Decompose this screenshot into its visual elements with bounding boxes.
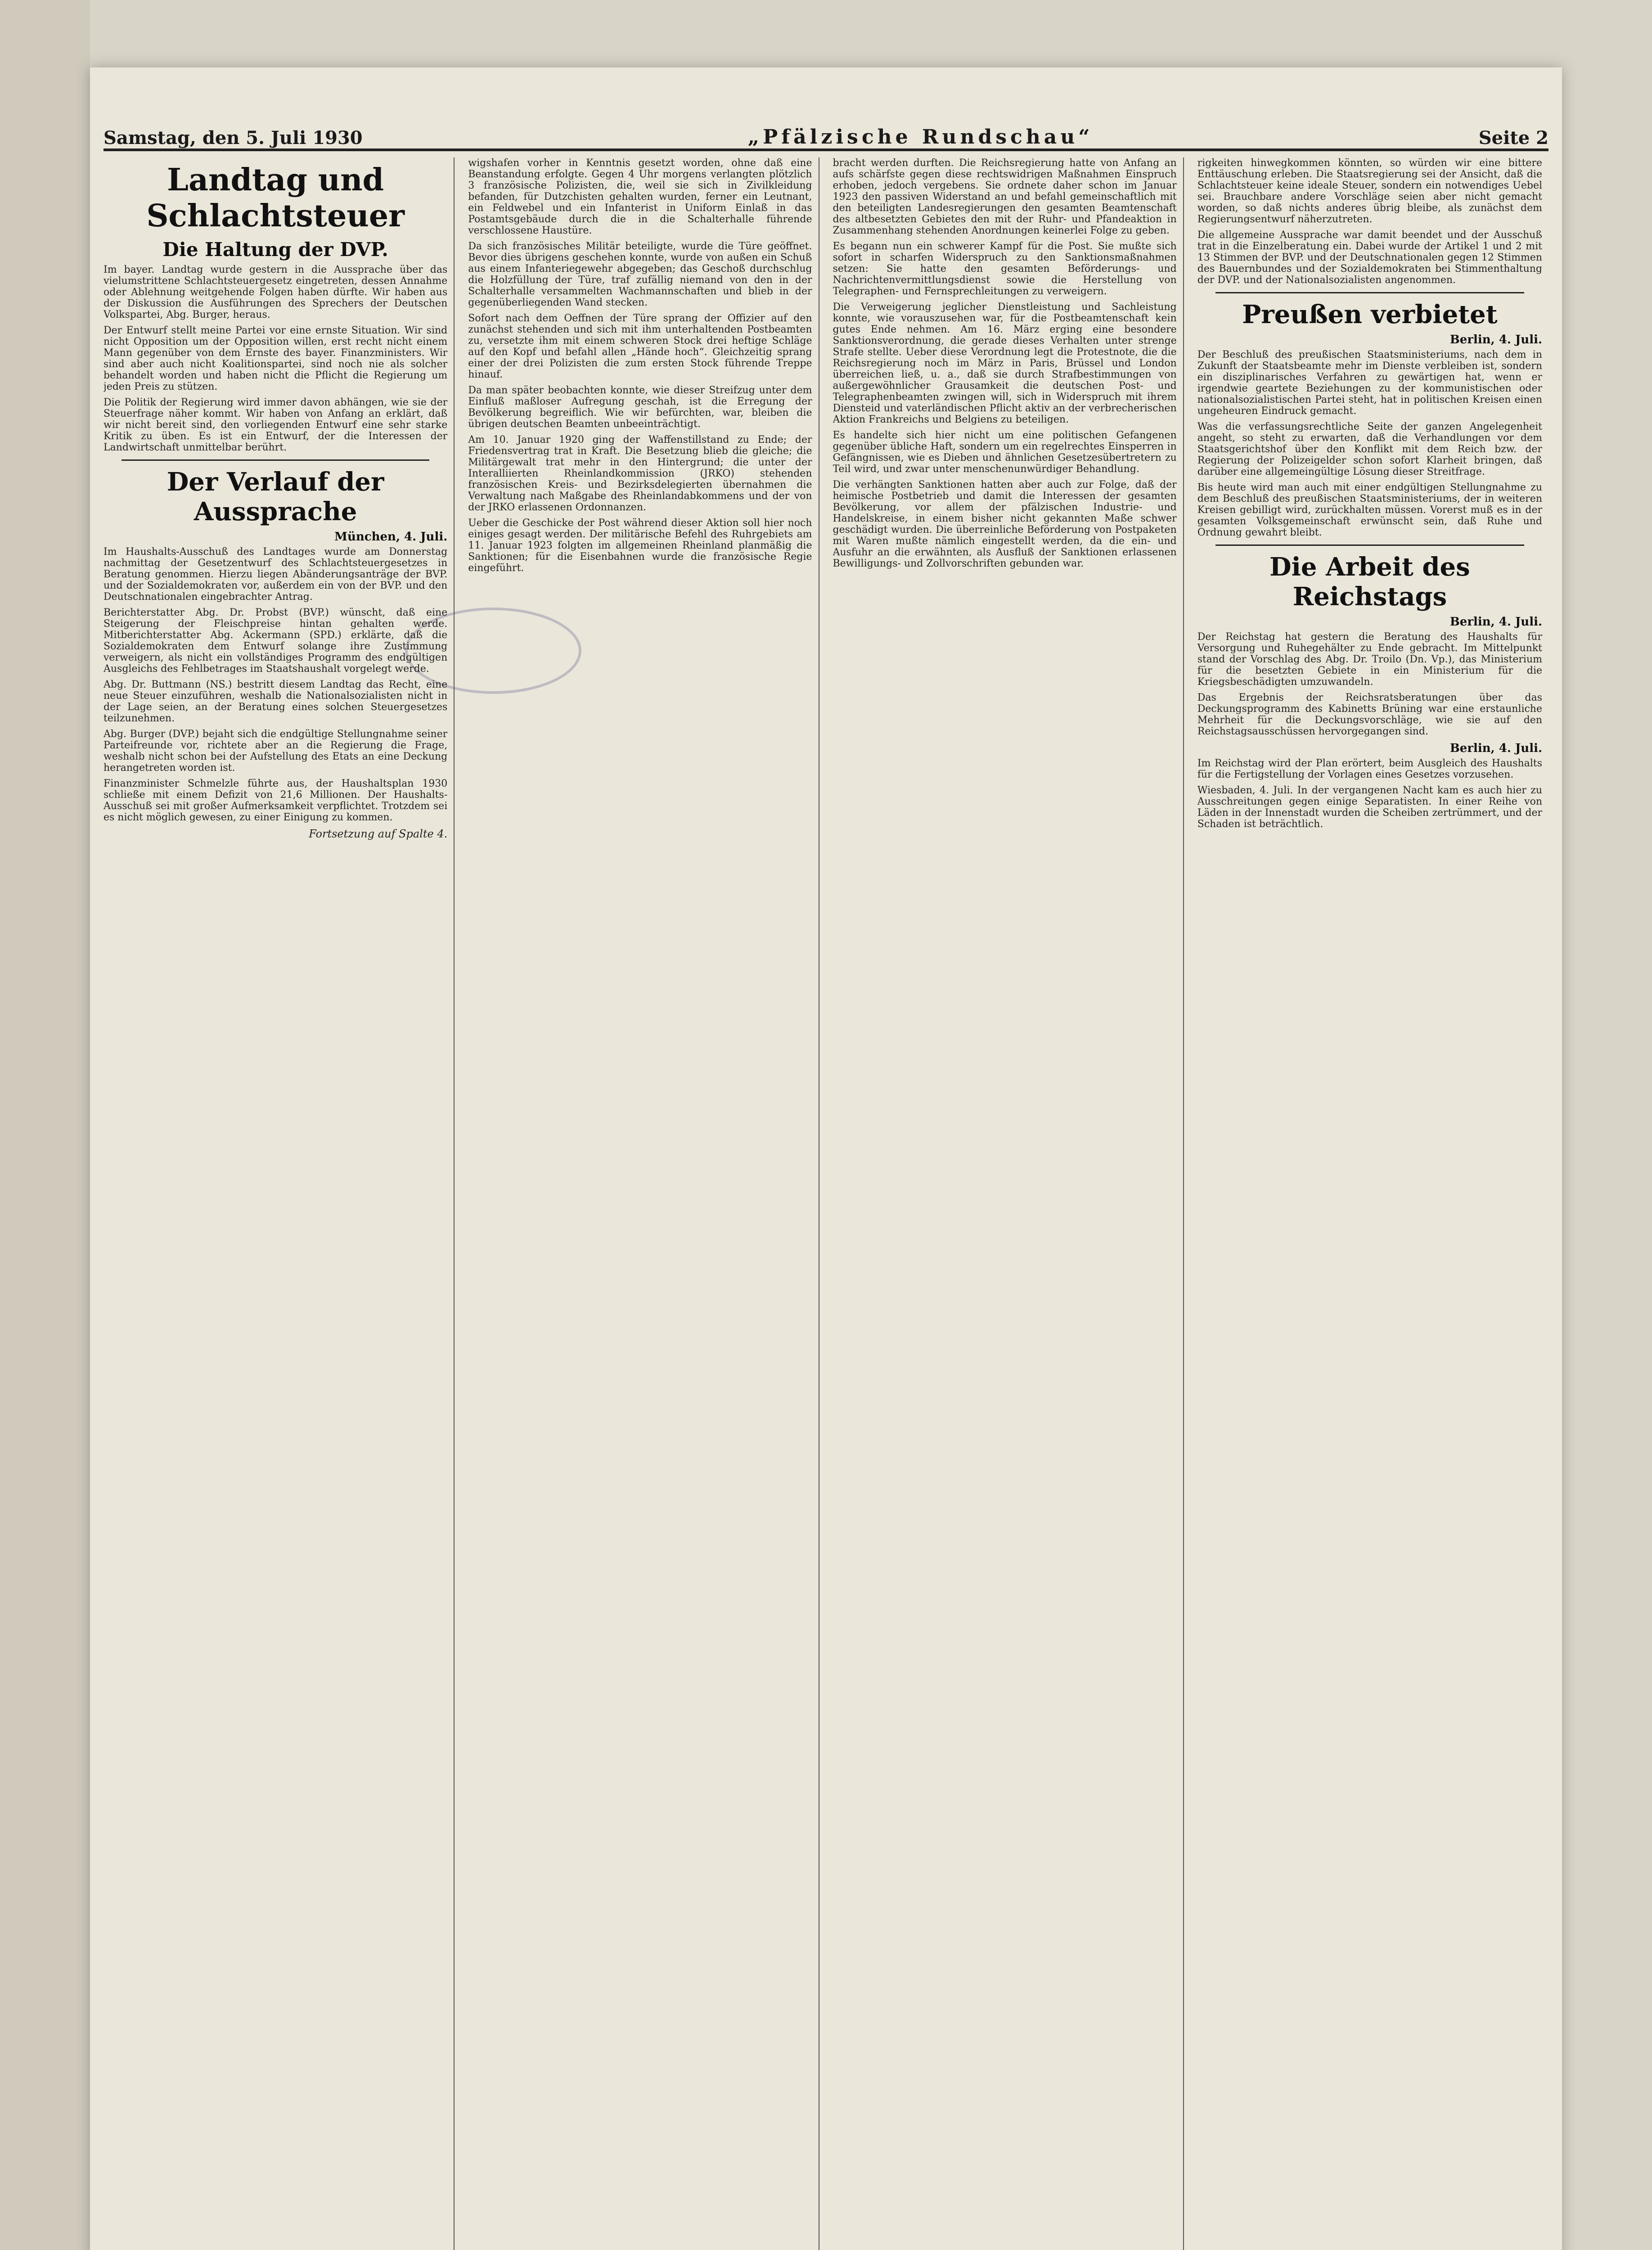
article-paragraph: Die verhängten Sanktionen hatten aber auch zur Folge, daß der heimische Postbetrieb und damit die Interessen der gesamten Bevölkerung, vor allem der pfälzischen Industrie- und Handelskreise, in einem bisher nicht gekannten Maße schwer geschädigt wurden. Die überreinliche Beförderung von Postpaketen mit Waren mußte nämlich eingestellt werden, da die ein- und Ausfuhr an die erwähnten, als Ausfluß der Sanktionen erlassenen Bewilligungs- und Zollvorschriften gebunden war. [833,479,1177,569]
article-paragraph: Die allgemeine Aussprache war damit beendet und der Ausschuß trat in die Einzelberatung ein. Dabei wurde der Artikel 1 und 2 mit 13 Stimmen der BVP. und der Deutschnationalen gegen 12 Stimmen des Bauernbundes und der Sozialdemokraten bei Stimmenthaltung der DVP. und der Nationalsozialisten angenommen. [1197,230,1542,286]
article-dateline: Berlin, 4. Juli. [1449,615,1542,629]
article-paragraph: Der Reichstag hat gestern die Beratung des Haushalts für Versorgung und Ruhegehälter zu Ende gebracht. Im Mittelpunkt stand der Vorschlag des Abg. Dr. Troilo (Dn. Vp.), das Ministerium für die besetzten Gebiete in ein Ministerium für die Kriegsbeschädigten umzuwandeln. [1197,631,1542,688]
article-headline: Die Arbeit des Reichstags [1269,552,1470,612]
article-headline: Preußen verbietet [1242,300,1498,329]
article-paragraph: Finanzminister Schmelzle führte aus, der Haushaltsplan 1930 schließe mit einem Defizit von 21,6 Millionen. Der Haushalts-Ausschuß sei mit großer Aufmerksamkeit verpflichtet. Trotzdem sei es nicht möglich gewesen, zu einer Einigung zu kommen. [104,778,448,823]
article-dateline: Berlin, 4. Juli. [1449,742,1542,755]
article-subhead: Die Haltung der DVP. [162,238,388,261]
article-paragraph: bracht werden durften. Die Reichsregierung hatte von Anfang an aufs schärfste gegen diese rechtswidrigen Maßnahmen Einspruch erhoben, jedoch vergebens. Sie ordnete daher schon im Januar 1923 den passiven Widerstand an und befahl gemeinschaftlich mit den beteiligten Landesregierungen den gesamten Beamtenschaft des altbesetzten Gebietes den mit der Ruhr- und Pfandeaktion in Zusammenhang stehenden Anordnungen keinerlei Folge zu geben. [833,158,1177,236]
article-paragraph: Im Haushalts-Ausschuß des Landtages wurde am Donnerstag nachmittag der Gesetzentwurf des Schlachtsteuergesetzes in Beratung genommen. Hierzu liegen Abänderungsanträge der BVP. und der Sozialdemokraten vor, außerdem ein von der BVP. und den Deutschnationalen eingebrachter Antrag. [104,546,448,603]
article-paragraph: Die Verweigerung jeglicher Dienstleistung und Sachleistung konnte, wie vorauszusehen war, für die Postbeamtenschaft kein gutes Ende nehmen. Am 16. März erging eine besondere Sanktionsverordnung, die gerade dieses Verhalten unter strenge Strafe stellte. Ueber diese Verordnung legt die Protestnote, die die Reichsregierung noch im März in Paris, Brüssel und London überreichen ließ, u. a., daß sie durch Strafbestimmungen von außergewöhnlicher Grausamkeit die deutschen Post- und Telegraphenbeamten zwingen will, sich in Widerspruch mit ihrem Diensteid und vaterländischen Pflicht aktiv an der verbrecherischen Aktion Frankreichs und Belgiens zu beteiligen. [833,302,1177,425]
newspaper-title: „Pfälzische Rundschau“ [747,126,1094,148]
article-paragraph: Da man später beobachten konnte, wie dieser Streifzug unter dem Einfluß maßloser Aufregung geschah, ist die Erregung der Bevölkerung begreiflich. Wie wir befürchten, war, bleiben die übrigen deutschen Beamten unbeeinträchtigt. [468,385,812,430]
article-paragraph: Abg. Burger (DVP.) bejaht sich die endgültige Stellungnahme seiner Parteifreunde vor, richtete aber an die Regierung die Frage, weshalb nicht schon bei der Aufstellung des Etats an eine Deckung herangetreten worden ist. [104,729,448,774]
article-paragraph: Es begann nun ein schwerer Kampf für die Post. Sie mußte sich sofort in scharfen Widerspruch zu den Sanktionsmaßnahmen setzen: Sie hatte den gesamten Beförderungs- und Nachrichtenvermittlungsdienst sowie die Herstellung von Telegraphen- und Fernsprechleitungen zu verweigern. [833,241,1177,297]
article-dateline: München, 4. Juli. [334,530,448,544]
issue-date: Samstag, den 5. Juli 1930 [104,127,363,148]
page-header [104,117,1548,151]
article-paragraph: Die Politik der Regierung wird immer davon abhängen, wie sie der Steuerfrage näher kommt. Wir haben von Anfang an erklärt, daß wir nicht bereit sind, den vorliegenden Entwurf eine sehr starke Kritik zu üben. Es ist ein Entwurf, der die Interessen der Landwirtschaft unmittelbar berührt. [104,397,448,453]
page-number: Seite 2 [1478,127,1548,148]
article-dateline: Berlin, 4. Juli. [1449,333,1542,346]
article-paragraph: Ueber die Geschicke der Post während dieser Aktion soll hier noch einiges gesagt werden. Der militärische Befehl des Ruhrgebiets am 11. Januar 1923 folgten im allgemeinen Rheinland planmäßig die Sanktionen; für die Eisenbahnen wurde die französische Regie eingeführt. [468,518,812,574]
column-2 [468,158,819,2250]
article-paragraph: Bis heute wird man auch mit einer endgültigen Stellungnahme zu dem Beschluß des preußischen Staatsministeriums, der in weiteren Kreisen gebilligt wird, zurückhalten müssen. Vorerst muß es in der gesamten Volksgemeinschaft erwünscht sein, daß Ruhe und Ordnung gewahrt bleibt. [1197,482,1542,538]
article-divider [1215,544,1524,546]
article-paragraph: Das Ergebnis der Reichsratsberatungen über das Deckungsprogramm des Kabinetts Brüning war eine erstaunliche Mehrheit für die Deckungsvorschläge, wie sie auf den Reichstagsausschüssen hervorgegangen sind. [1197,692,1542,737]
column-4 [1197,158,1548,2250]
article-divider [122,459,429,461]
article-divider [1215,292,1524,293]
article-paragraph: Im Reichstag wird der Plan erörtert, beim Ausgleich des Haushalts für die Fertigstellung der Vorlagen eines Gesetzes vorzusehen. [1197,758,1542,780]
columns [104,158,1548,2250]
article-paragraph: Es handelte sich hier nicht um eine politischen Gefangenen gegenüber übliche Haft, sondern um ein regelrechtes Einsperren in Gefängnissen, wie es Dieben und ähnlichen Gesetzesübertretern zu Teil wird, und zwar unter menschenunwürdiger Behandlung. [833,430,1177,475]
article-paragraph: Abg. Dr. Buttmann (NS.) bestritt diesem Landtag das Recht, eine neue Steuer einzuführen, weshalb die Nationalsozialisten nicht in der Lage seien, an der Beratung eines solchen Steuergesetzes teilzunehmen. [104,679,448,724]
article-paragraph: Der Entwurf stellt meine Partei vor eine ernste Situation. Wir sind nicht Opposition um der Opposition willen, erst recht nicht einem Mann gegenüber von dem Ernste des bayer. Finanzministers. Wir sind aber auch nicht Koalitionspartei, sind noch nie als solcher behandelt worden und haben nicht die Pflicht die Regierung um jeden Preis zu stützen. [104,325,448,392]
article-paragraph: rigkeiten hinwegkommen könnten, so würden wir eine bittere Enttäuschung erleben. Die Staatsregierung sei der Ansicht, daß die Schlachtsteuer keine ideale Steuer, sondern ein notwendiges Uebel sei. Brauchbare andere Vorschläge seien aber nicht gemacht worden, so daß nichts anderes übrig bleibe, als zunächst dem Regierungsentwurf näherzutreten. [1197,158,1542,225]
article-paragraph: Sofort nach dem Oeffnen der Türe sprang der Offizier auf den zunächst stehenden und sich mit ihm unterhaltenden Postbeamten zu, versetzte ihm mit einem schweren Stock drei heftige Schläge auf den Kopf und befahl allen „Hände hoch“. Gleichzeitig sprang einer der drei Polizisten die zum ersten Stock führende Treppe hinauf. [468,313,812,380]
column-1 [104,158,455,2250]
newspaper-page [90,68,1562,2250]
article-paragraph: Was die verfassungsrechtliche Seite der ganzen Angelegenheit angeht, so steht zu erwarten, daß die Verhandlungen vor dem Staatsgerichtshof über den Konflikt mit dem Reich bzw. der Regierung der Polizeigelder schon sofort Klarheit bringen, daß darüber eine allgemeingültige Lösung dieser Streitfrage. [1197,421,1542,477]
column-3 [833,158,1184,2250]
article-headline: Landtag und Schlachtsteuer [146,162,405,234]
article-paragraph: Wiesbaden, 4. Juli. In der vergangenen Nacht kam es auch hier zu Ausschreitungen gegen einige Separatisten. In einer Reihe von Läden in der Innenstadt wurden die Scheiben zertrümmert, und der Schaden ist beträchtlich. [1197,785,1542,830]
article-paragraph: Der Beschluß des preußischen Staatsministeriums, nach dem in Zukunft der Staatsbeamte mehr im Dienste verbleiben ist, sondern ein disziplinarisches Verfahren zu gewärtigen hat, wenn er irgendwie geartete Beziehungen zu der kommunistischen oder nationalsozialistischen Partei steht, hat in politischen Kreisen einen ungeheuren Eindruck gemacht. [1197,349,1542,417]
article-paragraph: Da sich französisches Militär beteiligte, wurde die Türe geöffnet. Bevor dies übrigens geschehen konnte, wurde von außen ein Schuß aus einem Infanteriegewehr abgegeben; das Geschoß durchschlug die Holzfüllung der Türe, traf zufällig niemand von den in der Schalterhalle versammelten Wachmannschaften und blieb in der gegenüberliegenden Wand stecken. [468,241,812,308]
article-paragraph: wigshafen vorher in Kenntnis gesetzt worden, ohne daß eine Beanstandung erfolgte. Gegen 4 Uhr morgens verlangten plötzlich 3 französische Polizisten, die, weil sie sich in Zivilkleidung befanden, für Dutzchisten gehalten wurden, ferner ein Leutnant, ein Feldwebel und ein Infanterist in Uniform Einlaß in das Postamtsgebäude durch die in die Schalterhalle führende verschlossene Haustüre. [468,158,812,236]
article-paragraph: Am 10. Januar 1920 ging der Waffenstillstand zu Ende; der Friedensvertrag trat in Kraft. Die Besetzung blieb die gleiche; die Militärgewalt trat mehr in den Hintergrund; die unter der Interalliierten Rheinlandkommission (JRKO) stehenden französischen Kreis- und Bezirksdelegierten übernahmen die Verwaltung nach Maßgabe des Rheinlandabkommens und der von der JRKO erlassenen Ordonnanzen. [468,434,812,513]
article-headline: Der Verlauf der Aussprache [167,467,384,526]
article-paragraph: Im bayer. Landtag wurde gestern in die Aussprache über das vielumstrittene Schlachtsteuergesetz eingetreten, dessen Annahme oder Ablehnung weitgehende Folgen haben dürfte. Wir haben aus der Diskussion die Ausführungen des Sprechers der Deutschen Volkspartei, Abg. Burger, heraus. [104,264,448,320]
scan-edge [0,0,90,2250]
article-paragraph: Berichterstatter Abg. Dr. Probst (BVP.) wünscht, daß eine Steigerung der Fleischpreise hintan gehalten werde. Mitberichterstatter Abg. Ackermann (SPD.) erklärte, daß die Sozialdemokraten dem Entwurf solange ihre Zustimmung verweigern, als nicht ein vollständiges Programm des endgültigen Ausgleichs des Fehlbetrages im Staatshaushalt vorgelegt werde. [104,607,448,675]
continuation-note: Fortsetzung auf Spalte 4. [309,828,448,840]
